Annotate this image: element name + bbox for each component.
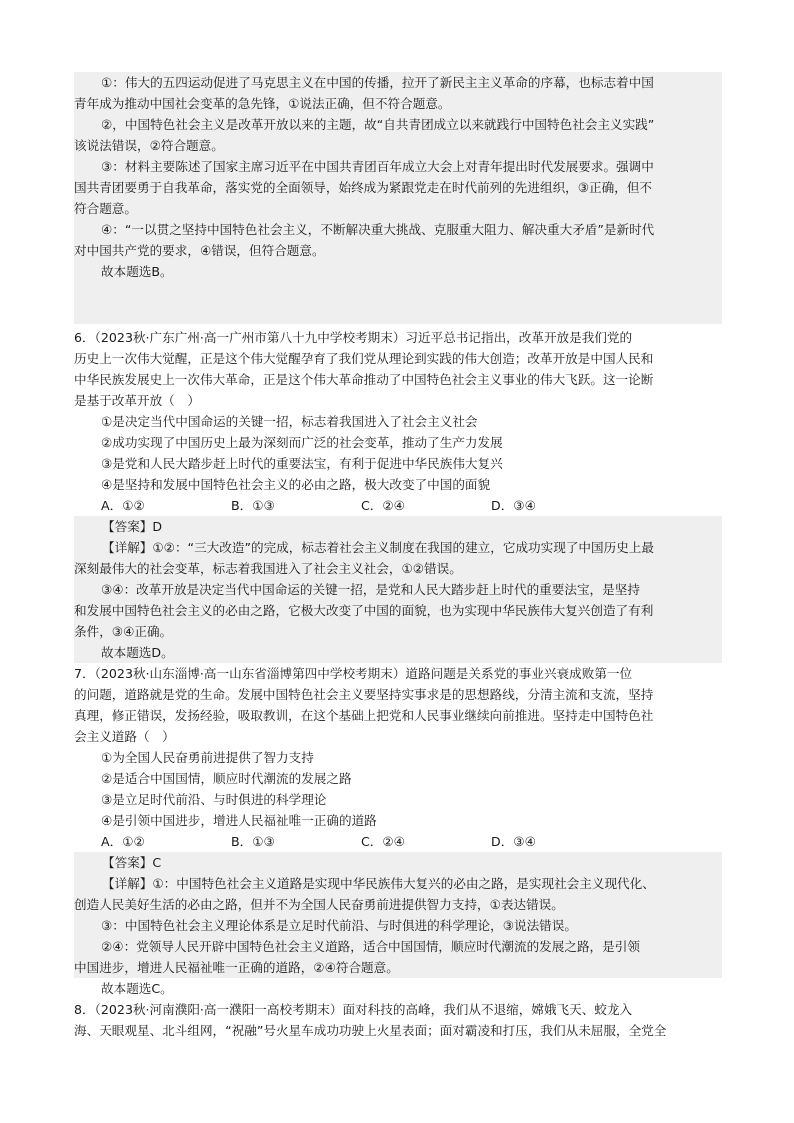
question-6-item: ②成功实现了中国历史上最为深刻而广泛的社会变革，推动了生产力发展	[101, 435, 503, 450]
question-7-stem-line: 的问题，道路就是党的生命。发展中国特色社会主义要坚持实事求是的思想路线，分清主流和支流，坚持	[74, 687, 654, 702]
question-6-item: ①是决定当代中国命运的关键一招，标志着我国进入了社会主义社会	[101, 414, 478, 429]
prev-explanation-line: 对中国共产党的要求，④错误，但符合题意。	[74, 243, 325, 258]
question-6-detail-line: 和发展中国特色社会主义的必由之路，它极大改变了中国的面貌，也为实现中华民族伟大复兴创造了有利	[74, 603, 654, 618]
question-7-answer: 【答案】C	[102, 855, 162, 870]
question-6-detail-line: 【详解】①②：“三大改造”的完成，标志着社会主义制度在我国的建立，它成功实现了中国历史上最	[102, 540, 654, 555]
prev-explanation-conclusion: 故本题选B。	[101, 264, 173, 279]
option-b: B．①③	[231, 834, 275, 849]
prev-explanation-line: 青年成为推动中国社会变革的急先锋，①说法正确，但不符合题意。	[74, 96, 451, 111]
question-6-answer: 【答案】D	[102, 519, 163, 534]
option-d: D．③④	[491, 498, 536, 513]
question-7-item: ①为全国人民奋勇前进提供了智力支持	[101, 750, 314, 765]
question-6-detail-line: ③④：改革开放是决定当代中国命运的关键一招，是党和人民大踏步赶上时代的重要法宝，是坚持	[101, 582, 640, 597]
option-c: C．②④	[361, 498, 405, 513]
option-c: C．②④	[361, 834, 405, 849]
question-8-stem-line: 8．（2023秋·河南濮阳·高一濮阳一高校考期末）面对科技的高峰，我们从不退缩，嫦娥飞天、蛟龙入	[74, 1002, 633, 1017]
question-6-item: ③是党和人民大踏步赶上时代的重要法宝，有利于促进中华民族伟大复兴	[101, 456, 503, 471]
question-6-stem-line: 中华民族发展史上一次伟大革命，正是这个伟大革命推动了中国特色社会主义事业的伟大飞跃。这一论断	[74, 372, 654, 387]
question-6-item: ④是坚持和发展中国特色社会主义的必由之路，极大改变了中国的面貌	[101, 477, 491, 492]
question-7-options	[74, 831, 621, 852]
question-7-item: ④是引领中国进步，增进人民福祉唯一正确的道路	[101, 813, 377, 828]
prev-explanation-line: ④：“一以贯之坚持中国特色社会主义，不断解决重大挑战、克服重大阻力、解决重大矛盾”是新时代	[101, 222, 655, 237]
question-7-detail-line: 中国进步，增进人民福祉唯一正确的道路，②④符合题意。	[74, 960, 399, 975]
question-7-detail-line: 创造人民美好生活的必由之路，但并不为全国人民奋勇前进提供智力支持，①表达错误。	[74, 897, 564, 912]
question-7-stem-line: 7．（2023秋·山东淄博·高一山东省淄博第四中学校考期末）道路问题是关系党的事业兴衰成败第一位	[74, 666, 633, 681]
prev-explanation-line: 该说法错误，②符合题意。	[74, 138, 224, 153]
question-6-detail-line: 深刻最伟大的社会变革，标志着我国进入了社会主义社会，①②错误。	[74, 561, 462, 576]
question-6-detail-line: 条件，③④正确。	[74, 624, 173, 639]
question-6-stem-line: 历史上一次伟大觉醒，正是这个伟大觉醒孕育了我们党从理论到实践的伟大创造；改革开放是中国人民和	[74, 351, 654, 366]
question-7-detail-line: ②④：党领导人民开辟中国特色社会主义道路，适合中国国情，顺应时代潮流的发展之路，是引领	[101, 939, 640, 954]
option-d: D．③④	[491, 834, 536, 849]
question-6-stem-line: 6．（2023秋·广东广州·高一广州市第八十九中学校考期末）习近平总书记指出，改革开放是我们党的	[74, 330, 633, 345]
option-a: A．①②	[101, 834, 145, 849]
option-b: B．①③	[231, 498, 275, 513]
question-7-detail-line: ③：中国特色社会主义理论体系是立足时代前沿、与时俱进的科学理论，③说法错误。	[101, 918, 577, 933]
option-a: A．①②	[101, 498, 145, 513]
prev-explanation-line: 国共青团要勇于自我革命，落实党的全面领导，始终成为紧跟党走在时代前列的先进组织，③正确，但不	[74, 180, 653, 195]
question-7-detail-line: 【详解】①：中国特色社会主义道路是实现中华民族伟大复兴的必由之路，是实现社会主义现代化、	[102, 876, 655, 891]
prev-explanation-line: ②，中国特色社会主义是改革开放以来的主题，故“自共青团成立以来就践行中国特色社会主义实践”	[101, 117, 655, 132]
question-6-conclusion: 故本题选D。	[101, 645, 174, 660]
prev-explanation-line: 符合题意。	[74, 201, 137, 216]
question-6-stem-line: 是基于改革开放（ ）	[74, 393, 200, 408]
question-7-conclusion: 故本题选C。	[101, 981, 173, 996]
prev-explanation-line: ③：材料主要陈述了国家主席习近平在中国共青团百年成立大会上对青年提出时代发展要求。强调中	[101, 159, 654, 174]
question-7-item: ③是立足时代前沿、与时俱进的科学理论	[101, 792, 327, 807]
question-7-stem-line: 真理，修正错误，发扬经验，吸取教训，在这个基础上把党和人民事业继续向前推进。坚持走中国特色社	[74, 708, 654, 723]
question-7-item: ②是适合中国国情，顺应时代潮流的发展之路	[101, 771, 352, 786]
question-6-options	[74, 495, 621, 516]
question-8-stem-line: 海、天眼观星、北斗组网，“祝融”号火星车成功功驶上火星表面；面对霸凌和打压，我们从未屈服，全党全	[74, 1023, 667, 1038]
question-7-stem-line: 会主义道路（ ）	[74, 729, 175, 744]
prev-explanation-line: ①：伟大的五四运动促进了马克思主义在中国的传播，拉开了新民主主义革命的序幕，也标志着中国	[101, 75, 654, 90]
